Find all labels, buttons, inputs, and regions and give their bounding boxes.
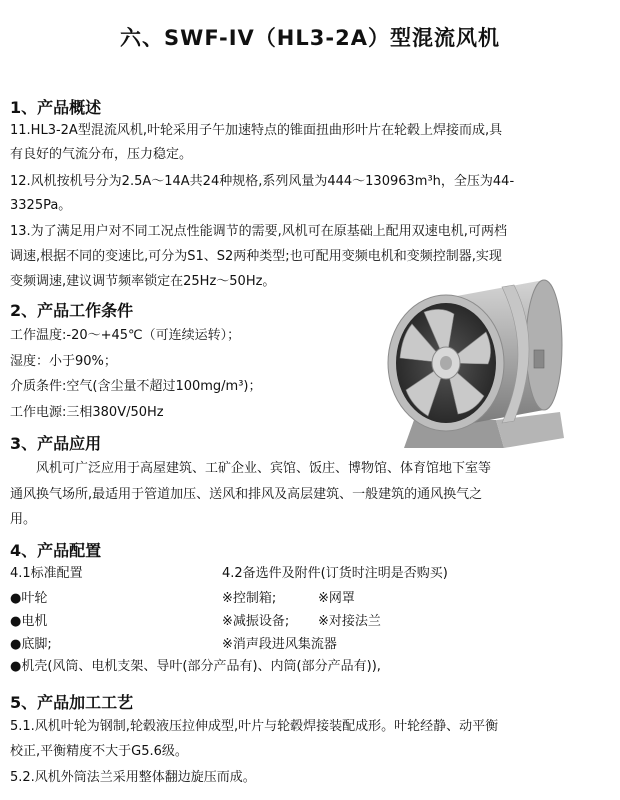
process-line: 5.2.风机外筒法兰采用整体翻边旋压而成。 [10,770,256,785]
application-line: 用。 [10,512,37,527]
condition-line: 工作电源:三相380V/50Hz [10,405,164,420]
optional-item-guard: ※网罩 [318,591,355,606]
overview-line: 3325Pa。 [10,198,72,213]
optional-item-damping: ※减振设备; [222,614,290,629]
overview-line: 11.HL3-2A型混流风机,叶轮采用子午加速特点的锥面扭曲形叶片在轮毂上焊接而成,具 [10,123,503,138]
optional-item-control-box: ※控制箱; [222,591,277,606]
mixed-flow-fan-image [384,270,582,452]
section-heading-conditions: 2、产品工作条件 [10,301,134,320]
overview-line: 有良好的气流分布，压力稳定。 [10,147,193,162]
section-heading-applications: 3、产品应用 [10,434,102,453]
standard-item-motor: ●电机 [10,614,48,629]
condition-line: 工作温度:-20～+45℃（可连续运转）； [10,328,241,343]
standard-item-casing: ●机壳(风筒、电机支架、导叶(部分产品有)、内筒(部分产品有)), [10,659,381,674]
standard-item-base: ●底脚; [10,637,52,652]
condition-line: 湿度：小于90%； [10,354,117,369]
process-line: 5.1.风机叶轮为钢制,轮毂液压拉伸成型,叶片与轮毂焊接装配成形。叶轮经静、动平衡 [10,719,499,734]
section-heading-configuration: 4、产品配置 [10,541,102,560]
section-heading-overview: 1、产品概述 [10,98,102,117]
optional-config-header: 4.2备选件及附件(订货时注明是否购买) [222,566,448,581]
section-heading-process: 5、产品加工工艺 [10,693,134,712]
optional-item-silencer: ※消声段进风集流器 [222,637,337,652]
standard-item-impeller: ●叶轮 [10,591,48,606]
overview-line: 调速,根据不同的变速比,可分为S1、S2两种类型;也可配用变频电机和变频控制器,实现 [10,249,502,264]
condition-line: 介质条件:空气(含尘量不超过100mg/m³)； [10,379,262,394]
overview-line: 变频调速,建议调节频率锁定在25Hz～50Hz。 [10,274,276,289]
standard-config-header: 4.1标准配置 [10,566,83,581]
application-line: 通风换气场所,最适用于管道加压、送风和排风及高层建筑、一般建筑的通风换气之 [10,487,483,502]
process-line: 校正,平衡精度不大于G5.6级。 [10,744,188,759]
page-title: 六、SWF-IV（HL3-2A）型混流风机 [120,26,500,50]
application-line: 风机可广泛应用于高屋建筑、工矿企业、宾馆、饭庄、博物馆、体育馆地下室等 [36,461,492,476]
overview-line: 13.为了满足用户对不同工况点性能调节的需要,风机可在原基础上配用双速电机,可两档 [10,224,507,239]
optional-item-flange: ※对接法兰 [318,614,381,629]
overview-line: 12.风机按机号分为2.5A～14A共24种规格,系列风量为444～130963m³h，全压为44- [10,174,515,189]
